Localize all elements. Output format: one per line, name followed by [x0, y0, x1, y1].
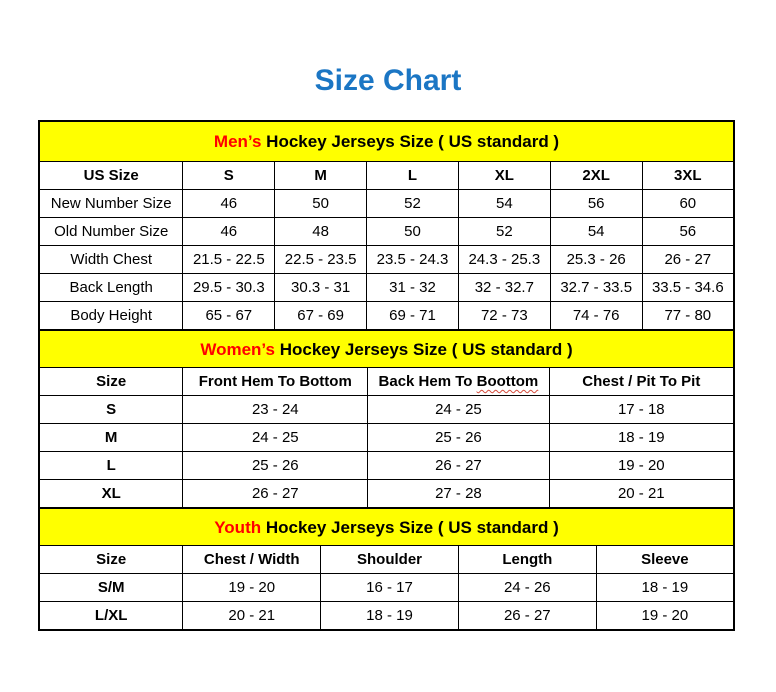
- cell-value: 74 - 76: [550, 302, 642, 331]
- table-row: [39, 424, 734, 452]
- cell-value: 26 - 27: [183, 480, 368, 509]
- womens-banner-highlight: Women’s: [200, 339, 275, 359]
- womens-size-table: [38, 329, 735, 509]
- cell-value: 27 - 28: [368, 480, 549, 509]
- cell-value: 20 - 21: [183, 602, 321, 631]
- cell-value: 54: [550, 218, 642, 246]
- row-label: L: [39, 452, 183, 480]
- cell-value: 25 - 26: [368, 424, 549, 452]
- cell-value: 29.5 - 30.3: [183, 274, 275, 302]
- cell-value: 30.3 - 31: [275, 274, 367, 302]
- cell-value: 26 - 27: [368, 452, 549, 480]
- cell-value: 46: [183, 190, 275, 218]
- column-header: M: [275, 162, 367, 190]
- cell-value: 33.5 - 34.6: [642, 274, 734, 302]
- cell-value: 18 - 19: [549, 424, 734, 452]
- mens-header-row: [39, 162, 734, 190]
- cell-value: 20 - 21: [549, 480, 734, 509]
- cell-value: 26 - 27: [642, 246, 734, 274]
- cell-value: 65 - 67: [183, 302, 275, 331]
- column-header: [368, 368, 549, 396]
- column-header-text: Back Hem To: [378, 373, 477, 390]
- row-label: Width Chest: [39, 246, 183, 274]
- table-row: [39, 218, 734, 246]
- column-header: Size: [39, 368, 183, 396]
- cell-value: 32.7 - 33.5: [550, 274, 642, 302]
- column-header: 3XL: [642, 162, 734, 190]
- cell-value: 24 - 25: [183, 424, 368, 452]
- youth-table-banner: [39, 508, 734, 546]
- table-row: [39, 480, 734, 509]
- column-header: 2XL: [550, 162, 642, 190]
- column-header: Front Hem To Bottom: [183, 368, 368, 396]
- column-header: US Size: [39, 162, 183, 190]
- cell-value: 77 - 80: [642, 302, 734, 331]
- cell-value: 24.3 - 25.3: [458, 246, 550, 274]
- cell-value: 60: [642, 190, 734, 218]
- cell-value: 69 - 71: [367, 302, 459, 331]
- row-label: S/M: [39, 574, 183, 602]
- cell-value: 19 - 20: [549, 452, 734, 480]
- column-header: Sleeve: [596, 546, 734, 574]
- table-row: [39, 190, 734, 218]
- cell-value: 24 - 25: [368, 396, 549, 424]
- cell-value: 18 - 19: [596, 574, 734, 602]
- row-label: Back Length: [39, 274, 183, 302]
- table-row: [39, 302, 734, 331]
- mens-banner-text: Hockey Jerseys Size ( US standard ): [261, 132, 560, 151]
- cell-value: 19 - 20: [183, 574, 321, 602]
- row-label: Body Height: [39, 302, 183, 331]
- youth-banner-highlight: Youth: [214, 517, 262, 537]
- table-row: [39, 246, 734, 274]
- column-header: XL: [458, 162, 550, 190]
- table-row: [39, 396, 734, 424]
- mens-table-banner: [39, 121, 734, 162]
- table-row: [39, 602, 734, 631]
- table-row: [39, 452, 734, 480]
- cell-value: 50: [275, 190, 367, 218]
- cell-value: 24 - 26: [458, 574, 596, 602]
- cell-value: 56: [550, 190, 642, 218]
- cell-value: 22.5 - 23.5: [275, 246, 367, 274]
- youth-banner-row: [39, 508, 734, 546]
- row-label: Old Number Size: [39, 218, 183, 246]
- mens-size-table: [38, 120, 735, 331]
- misspelled-word: Boottom: [476, 373, 539, 390]
- mens-banner-row: [39, 121, 734, 162]
- cell-value: 31 - 32: [367, 274, 459, 302]
- column-header: Length: [458, 546, 596, 574]
- row-label: L/XL: [39, 602, 183, 631]
- table-row: [39, 274, 734, 302]
- cell-value: 56: [642, 218, 734, 246]
- column-header: Shoulder: [321, 546, 459, 574]
- cell-value: 72 - 73: [458, 302, 550, 331]
- cell-value: 18 - 19: [321, 602, 459, 631]
- womens-header-row: [39, 368, 734, 396]
- cell-value: 52: [458, 218, 550, 246]
- cell-value: 50: [367, 218, 459, 246]
- column-header: L: [367, 162, 459, 190]
- cell-value: 32 - 32.7: [458, 274, 550, 302]
- womens-table-banner: [39, 330, 734, 368]
- page-title: Size Chart: [314, 64, 462, 97]
- youth-header-row: [39, 546, 734, 574]
- womens-banner-row: [39, 330, 734, 368]
- column-header: S: [183, 162, 275, 190]
- size-chart-tables: [38, 120, 735, 631]
- cell-value: 52: [367, 190, 459, 218]
- row-label: New Number Size: [39, 190, 183, 218]
- youth-banner-text: Hockey Jerseys Size ( US standard ): [261, 517, 559, 537]
- cell-value: 46: [183, 218, 275, 246]
- cell-value: 23 - 24: [183, 396, 368, 424]
- cell-value: 67 - 69: [275, 302, 367, 331]
- cell-value: 48: [275, 218, 367, 246]
- cell-value: 21.5 - 22.5: [183, 246, 275, 274]
- cell-value: 25 - 26: [183, 452, 368, 480]
- cell-value: 26 - 27: [458, 602, 596, 631]
- row-label: XL: [39, 480, 183, 509]
- cell-value: 23.5 - 24.3: [367, 246, 459, 274]
- row-label: M: [39, 424, 183, 452]
- cell-value: 16 - 17: [321, 574, 459, 602]
- youth-size-table: [38, 507, 735, 631]
- column-header: Chest / Width: [183, 546, 321, 574]
- cell-value: 19 - 20: [596, 602, 734, 631]
- column-header: Size: [39, 546, 183, 574]
- table-row: [39, 574, 734, 602]
- mens-banner-highlight: Men’s: [213, 132, 262, 151]
- womens-banner-text: Hockey Jerseys Size ( US standard ): [274, 339, 573, 359]
- row-label: S: [39, 396, 183, 424]
- cell-value: 54: [458, 190, 550, 218]
- cell-value: 25.3 - 26: [550, 246, 642, 274]
- cell-value: 17 - 18: [549, 396, 734, 424]
- column-header: Chest / Pit To Pit: [549, 368, 734, 396]
